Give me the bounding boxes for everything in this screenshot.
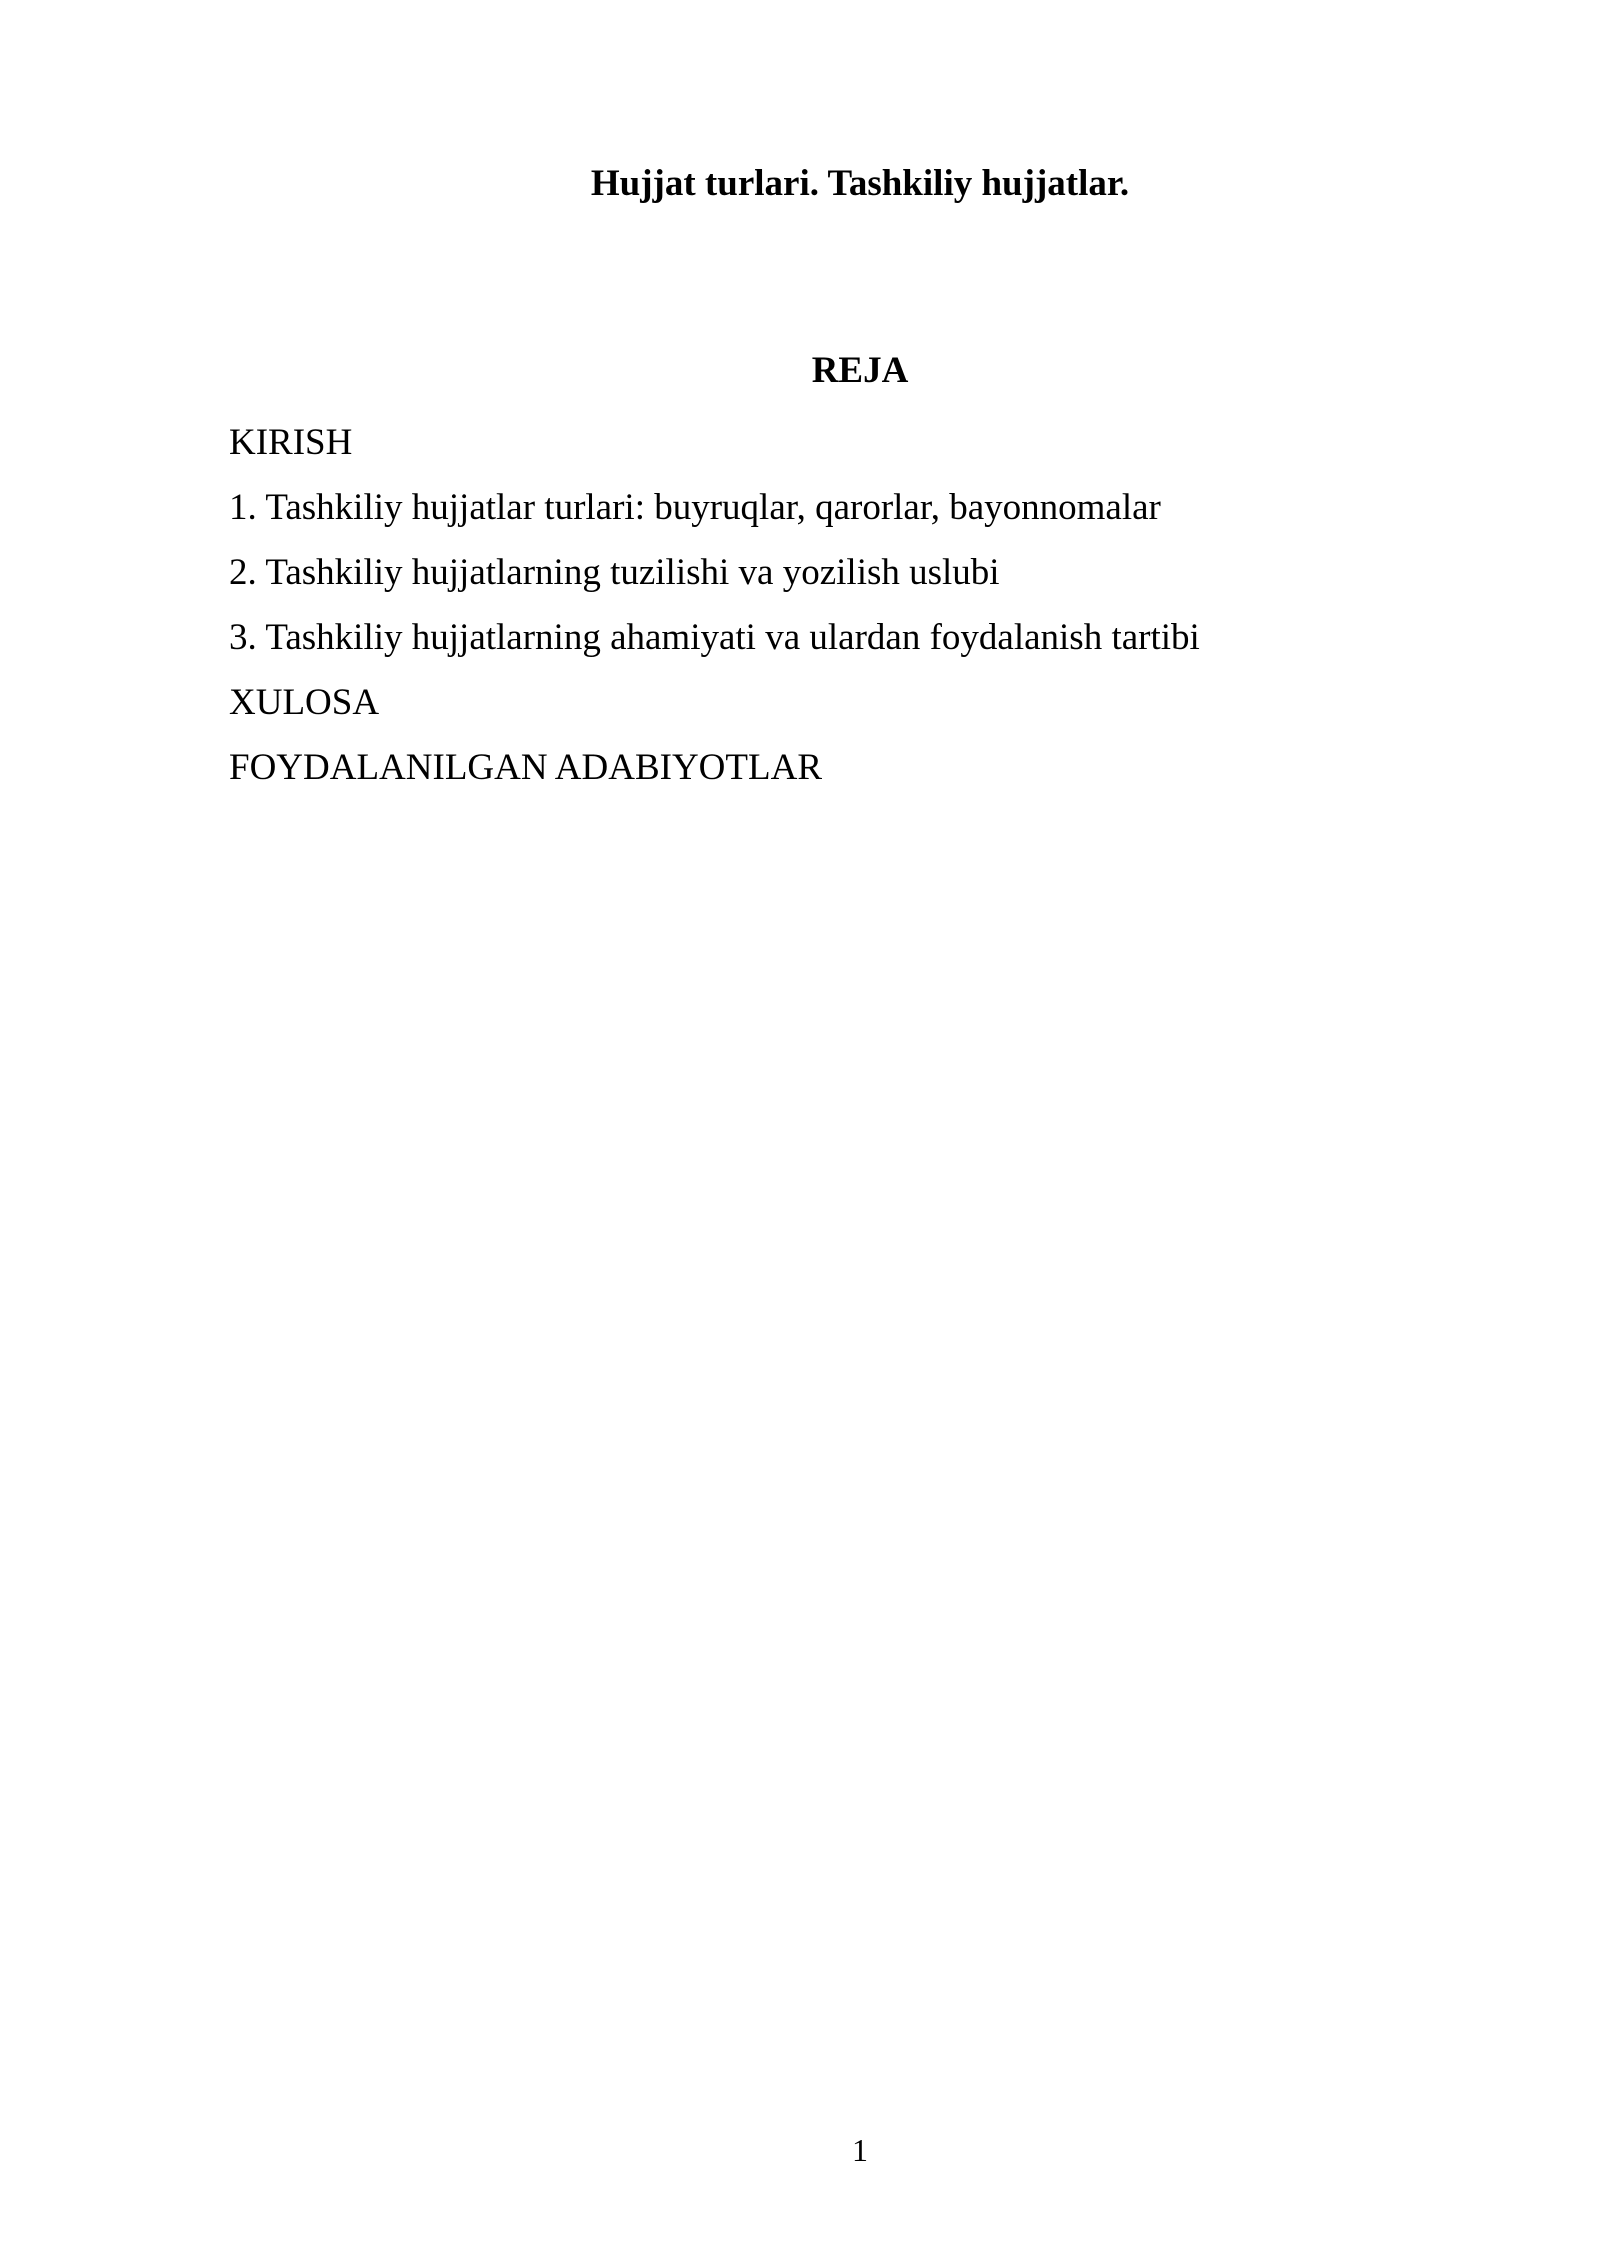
- plan-item-references: FOYDALANILGAN ADABIYOTLAR: [229, 747, 822, 788]
- plan-item-2: 2. Tashkiliy hujjatlarning tuzilishi va yozilish uslubi: [229, 552, 1000, 593]
- plan-item-1: 1. Tashkiliy hujjatlar turlari: buyruqlar, qarorlar, bayonnomalar: [229, 487, 1161, 528]
- page-number: 1: [852, 2132, 868, 2168]
- plan-item-conclusion: XULOSA: [229, 682, 380, 723]
- plan-item-3: 3. Tashkiliy hujjatlarning ahamiyati va ulardan foydalanish tartibi: [229, 617, 1200, 658]
- plan-heading: REJA: [811, 350, 909, 391]
- plan-item-introduction: KIRISH: [229, 422, 353, 463]
- plan-list: [229, 419, 1200, 809]
- document-title: Hujjat turlari. Tashkiliy hujjatlar.: [590, 163, 1130, 204]
